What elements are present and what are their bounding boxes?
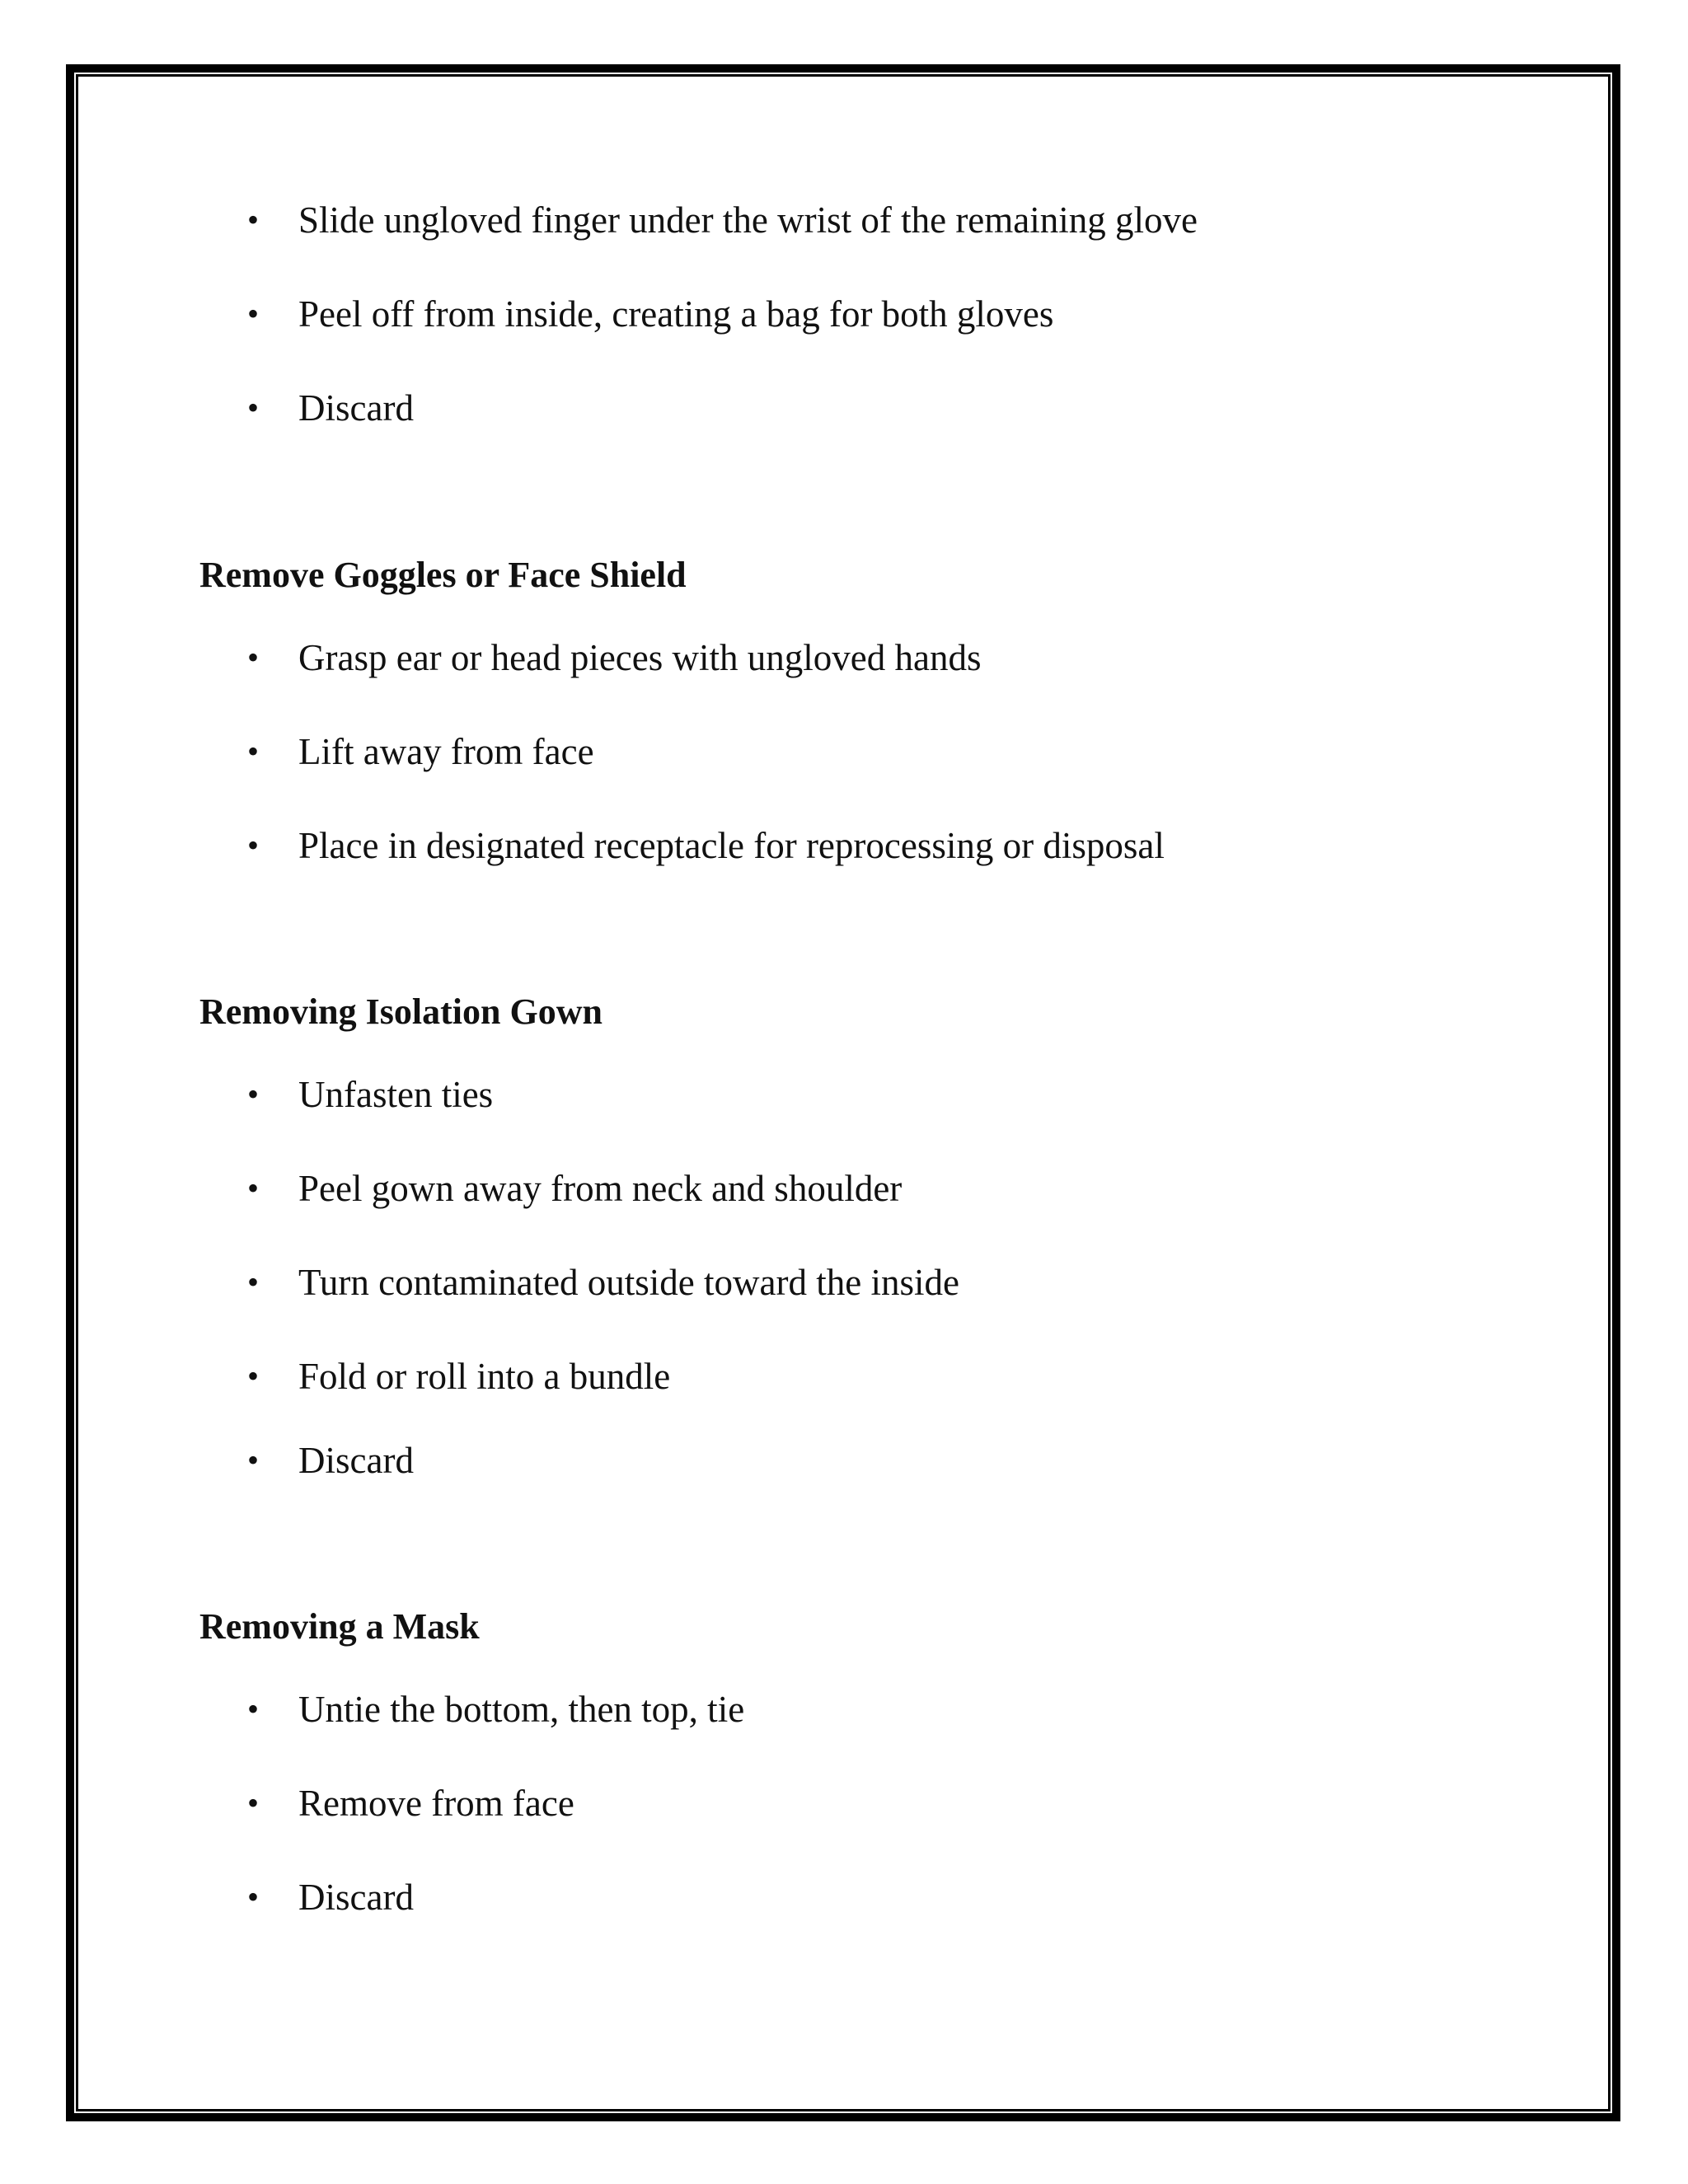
bullet-icon: • bbox=[247, 1784, 260, 1821]
bullet-icon: • bbox=[247, 1441, 260, 1479]
bullet-icon: • bbox=[247, 1690, 260, 1727]
bullet-icon: • bbox=[247, 1076, 260, 1113]
list-item-text: Peel off from inside, creating a bag for both gloves bbox=[298, 293, 1054, 335]
list-item-text: Turn contaminated outside toward the inside bbox=[298, 1262, 959, 1303]
bullet-icon: • bbox=[247, 201, 260, 238]
list-item-text: Peel gown away from neck and shoulder bbox=[298, 1168, 903, 1209]
list-item-text: Fold or roll into a bundle bbox=[298, 1356, 671, 1397]
bullet-icon: • bbox=[247, 1263, 260, 1301]
bullet-icon: • bbox=[247, 1357, 260, 1394]
list-item-text: Untie the bottom, then top, tie bbox=[298, 1689, 745, 1730]
list-item-text: Place in designated receptacle for reprocessing or disposal bbox=[298, 825, 1165, 866]
list-item-text: Remove from face bbox=[298, 1783, 574, 1824]
bullet-icon: • bbox=[247, 295, 260, 332]
section-heading-mask: Removing a Mask bbox=[199, 1606, 480, 1647]
bullet-icon: • bbox=[247, 389, 260, 426]
bullet-icon: • bbox=[247, 1878, 260, 1915]
bullet-icon: • bbox=[247, 1169, 260, 1207]
section-heading-goggles: Remove Goggles or Face Shield bbox=[199, 555, 687, 595]
bullet-icon: • bbox=[247, 733, 260, 770]
list-item-text: Unfasten ties bbox=[298, 1074, 494, 1115]
bullet-icon: • bbox=[247, 827, 260, 864]
bullet-icon: • bbox=[247, 639, 260, 676]
list-item-text: Grasp ear or head pieces with ungloved hands bbox=[298, 637, 982, 678]
list-item-text: Discard bbox=[298, 1877, 414, 1918]
list-item-text: Slide ungloved finger under the wrist of the remaining glove bbox=[298, 199, 1198, 241]
list-item-text: Discard bbox=[298, 387, 414, 429]
list-item-text: Discard bbox=[298, 1440, 414, 1481]
section-heading-gown: Removing Isolation Gown bbox=[199, 991, 603, 1032]
list-item-text: Lift away from face bbox=[298, 731, 594, 772]
